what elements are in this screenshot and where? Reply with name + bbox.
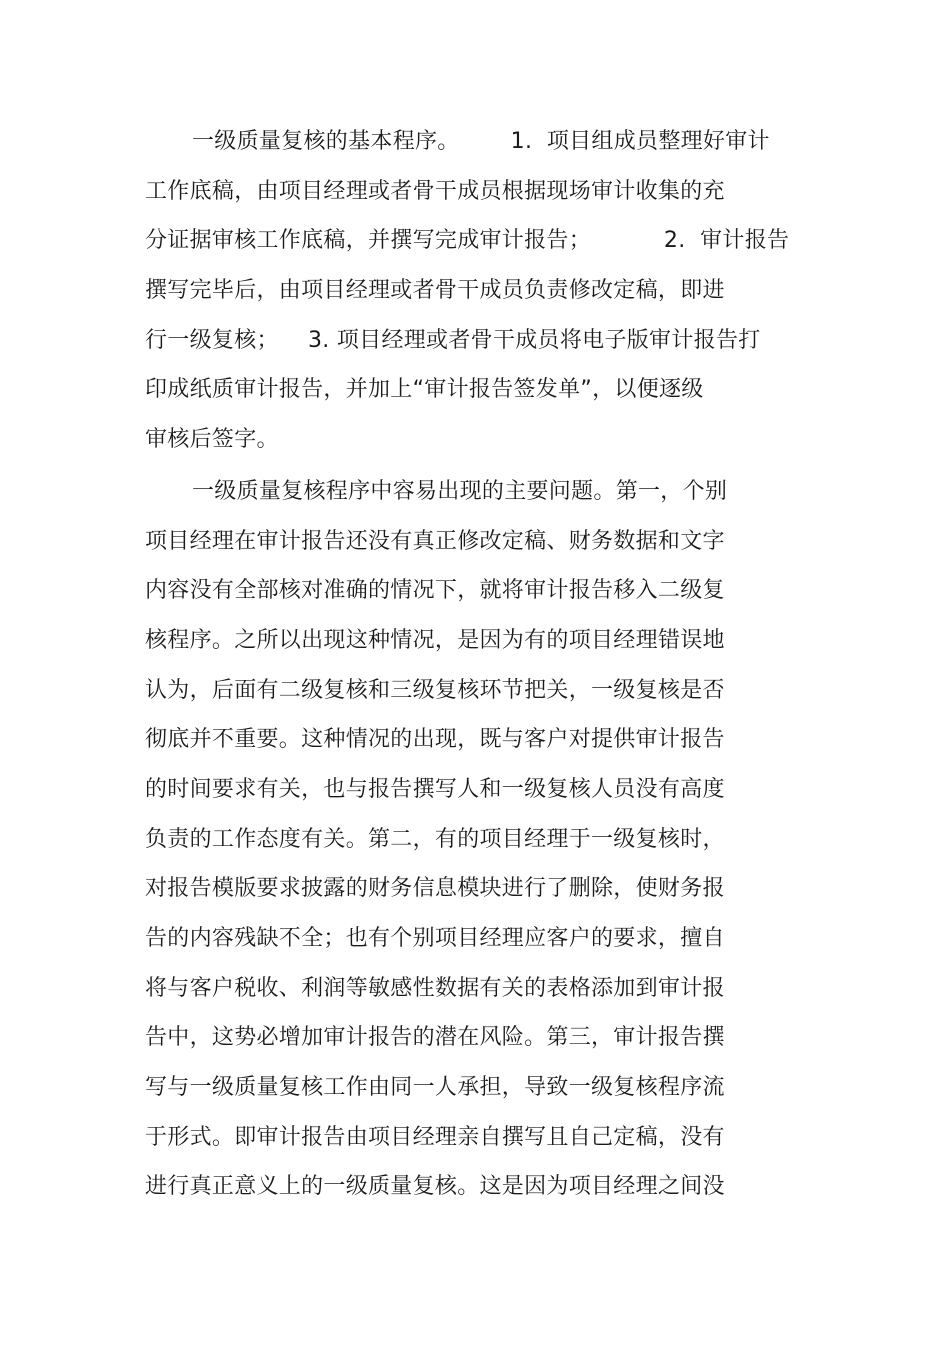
text-line: 撰写完毕后，由项目经理或者骨干成员负责修改定稿，即进: [145, 278, 725, 303]
text-line: 审核后签字。: [145, 427, 279, 452]
text-line: 负责的工作态度有关。第二，有的项目经理于一级复核时，: [145, 827, 725, 852]
text-line: 行一级复核； 3. 项目经理或者骨干成员将电子版审计报告打: [145, 328, 761, 353]
text-line: 于形式。即审计报告由项目经理亲自撰写且自己定稿，没有: [145, 1125, 725, 1150]
text-line: 项目经理在审计报告还没有真正修改定稿、财务数据和文字: [145, 529, 725, 554]
text-line: 一级质量复核程序中容易出现的主要问题。第一，个别: [192, 479, 728, 504]
text-line: 工作底稿，由项目经理或者骨干成员根据现场审计收集的充: [145, 179, 725, 204]
text-line: 一级质量复核的基本程序。 1. 项目组成员整理好审计: [192, 129, 770, 154]
text-line: 分证据审核工作底稿，并撰写完成审计报告； 2. 审计报告: [145, 228, 790, 253]
text-line: 彻底并不重要。这种情况的出现，既与客户对提供审计报告: [145, 727, 725, 752]
text-line: 内容没有全部核对准确的情况下，就将审计报告移入二级复: [145, 578, 725, 603]
text-line: 将与客户税收、利润等敏感性数据有关的表格添加到审计报: [145, 976, 725, 1001]
text-line: 核程序。之所以出现这种情况，是因为有的项目经理错误地: [145, 628, 725, 653]
text-line: 的时间要求有关，也与报告撰写人和一级复核人员没有高度: [145, 777, 725, 802]
text-line: 写与一级质量复核工作由同一人承担，导致一级复核程序流: [145, 1075, 725, 1100]
text-line: 告中，这势必增加审计报告的潜在风险。第三，审计报告撰: [145, 1025, 725, 1050]
text-line: 对报告模版要求披露的财务信息模块进行了删除，使财务报: [145, 876, 725, 901]
text-line: 印成纸质审计报告，并加上“审计报告签发单”，以便逐级: [145, 377, 704, 402]
text-line: 认为，后面有二级复核和三级复核环节把关，一级复核是否: [145, 678, 725, 703]
text-line: 告的内容残缺不全；也有个别项目经理应客户的要求，擅自: [145, 926, 725, 951]
text-line: 进行真正意义上的一级质量复核。这是因为项目经理之间没: [145, 1174, 725, 1199]
